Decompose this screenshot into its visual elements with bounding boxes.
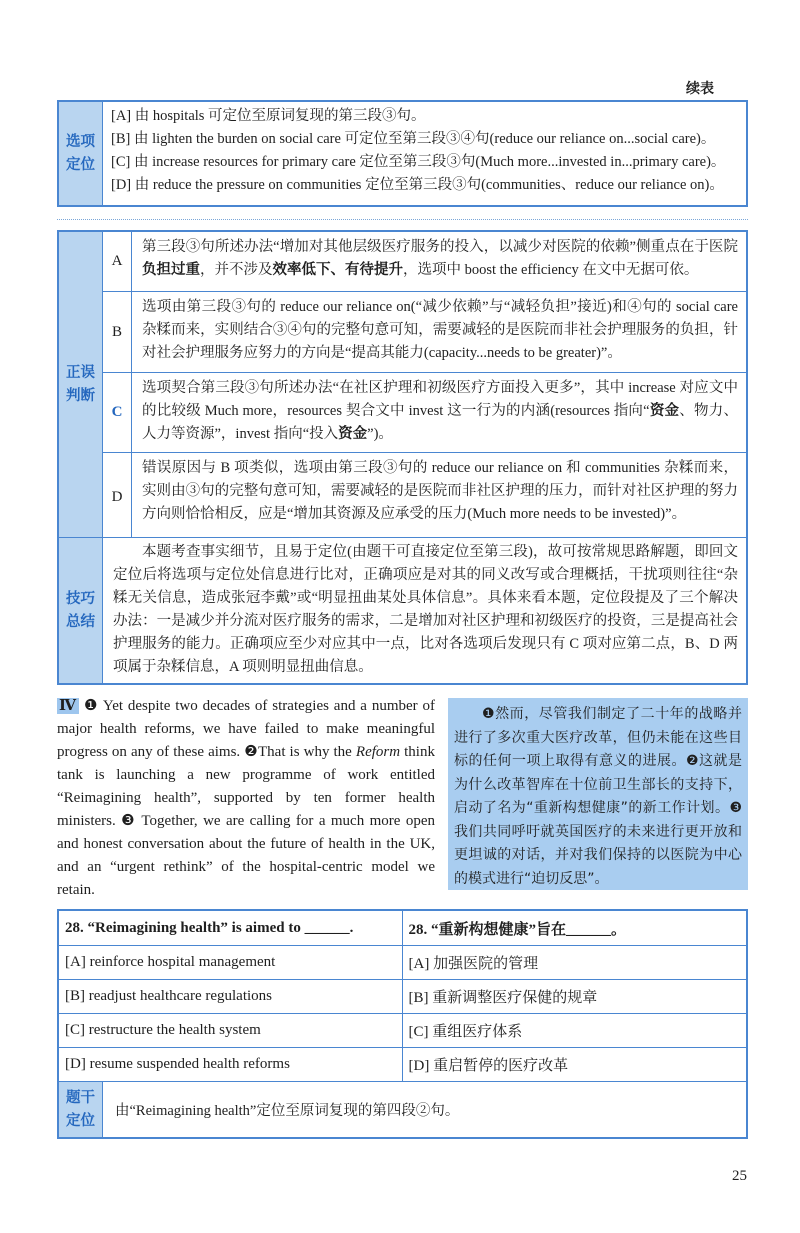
stem-location-text: 由“Reimagining health”定位至原词复现的第四段②句。 bbox=[115, 1103, 460, 1119]
continued-table-label: 续表 bbox=[686, 82, 714, 97]
label-line: 总结 bbox=[66, 613, 95, 630]
judgment-row-b bbox=[103, 292, 746, 373]
option-c-zh: [C] 重组医疗体系 bbox=[408, 1024, 523, 1040]
option-location-a: [A] 由 hospitals 可定位至原词复现的第三段③句。 bbox=[111, 108, 426, 124]
summary-text: 本题考查事实细节，且易于定位(由题干可直接定位至第三段)，故可按常规思路解题，即回文定位后将选项与定位处信息进行比对，正确项应是对其的同义改写或合理概括，干扰项则往往“杂糅无关信息，造成张冠李戴”或“明显扭曲某处具体信息”。具体来看本题，定位段提及了三个解决办法：一是减少并分流对医疗服务的需求，二是增加对社区护理和初级医疗的投资，三是提高社会护理服务的能力。正确项应至少对应其中一点，比对各选项后发现只有 C 项对应第二点，B、D 两项属于杂糅信息，A 项则明显扭曲信息。 bbox=[113, 544, 738, 675]
bold-segment: 效率低下、有待提升 bbox=[272, 262, 403, 278]
page-number: 25 bbox=[732, 1168, 747, 1184]
summary-label bbox=[59, 538, 103, 683]
option-row-b bbox=[59, 980, 746, 1014]
sentence-2-italic: Reform bbox=[355, 744, 401, 760]
text-segment: 选项契合第三段③句所述办法“在社区护理和初级医疗方面投入更多”，其中 increase 对应文中的比较级 Much more，resources 契合文中 invest 这一行为的内涵(resources 指向“ bbox=[142, 380, 738, 419]
question-stem-zh: 28. “重新构想健康”旨在______。 bbox=[408, 921, 627, 938]
label-line: 选项 bbox=[66, 133, 95, 150]
label-line: 技巧 bbox=[66, 590, 95, 607]
label-line: 定位 bbox=[66, 1112, 95, 1129]
stem-location-label bbox=[59, 1082, 103, 1137]
text-segment: 第三段③句所述办法“增加对其他层级医疗服务的投入，以减少对医院的依赖”侧重点在于医院 bbox=[142, 239, 738, 255]
option-a-en: [A] reinforce hospital management bbox=[59, 946, 403, 979]
row-text bbox=[132, 232, 746, 291]
text-segment: ”)。 bbox=[367, 426, 393, 442]
option-row-c bbox=[59, 1014, 746, 1048]
summary-box bbox=[57, 537, 748, 685]
row-text bbox=[132, 373, 746, 452]
row-letter: A bbox=[103, 232, 132, 291]
judgment-box bbox=[57, 230, 748, 538]
section-divider bbox=[57, 219, 748, 220]
bold-segment: 资金 bbox=[649, 403, 680, 419]
sentence-1: ❶ Yet despite two decades of strategies and a number of major health reforms, we have failed to make meaningful progress on any of these aims. bbox=[57, 698, 436, 760]
row-text: 错误原因与 B 项类似，选项由第三段③句的 reduce our reliance on 和 communities 杂糅而来，实则由③句的完整句意可知，需要减轻的是医院而非社区护理的压力，而针对社区护理的努力方向则恰恰相反，应是“增加其资源及应承受的压力(Much more needs to be invested)”。 bbox=[142, 460, 738, 522]
judgment-row-d bbox=[103, 453, 746, 541]
row-letter-correct: C bbox=[103, 373, 132, 452]
option-b-en: [B] readjust healthcare regulations bbox=[59, 980, 403, 1013]
text-segment: ，选项中 boost the efficiency 在文中无据可依。 bbox=[403, 262, 699, 278]
option-a-zh: [A] 加强医院的管理 bbox=[408, 956, 539, 972]
judgment-label bbox=[59, 232, 103, 538]
option-location-label bbox=[59, 102, 103, 205]
label-line: 定位 bbox=[66, 156, 95, 173]
bold-segment: 资金 bbox=[338, 426, 368, 442]
option-location-box bbox=[57, 100, 748, 207]
passage-paragraph bbox=[57, 695, 435, 902]
row-text: 选项由第三段③句的 reduce our reliance on(“减少依赖”与“减轻负担”接近)和④句的 social care 杂糅而来，实则结合③④句的完整句意可知，需要减轻的是医院而非社会护理服务的负担，针对社会护理服务应努力的方向是“提高其能力(capacity...needs to be greater)”。 bbox=[142, 299, 738, 361]
sentence-2: ❷That is why the bbox=[244, 744, 356, 760]
option-d-en: [D] resume suspended health reforms bbox=[59, 1048, 403, 1081]
translation-box bbox=[448, 698, 748, 890]
bold-segment: 负担过重 bbox=[142, 262, 200, 278]
translation-text: ❶然而，尽管我们制定了二十年的战略并进行了多次重大医疗改革，但仍未能在这些目标的任何一项上取得有意义的进展。❷这就是为什么改革智库在十位前卫生部长的支持下，启动了名为“重新构想健康”的新工作计划。❸我们共同呼吁就英国医疗的未来进行更开放和更坦诚的对话，并对我们保持的以医院为中心的模式进行“迫切反思”。 bbox=[454, 706, 742, 887]
option-location-b: [B] 由 lighten the burden on social care 可定位至第三段③④句(reduce our reliance on...social care)。 bbox=[111, 131, 716, 147]
sentence-2-rest: think tank is launching a new programme of work entitled “Reimagining health”, supported by ten former health ministers. bbox=[57, 744, 435, 829]
label-line: 判断 bbox=[66, 388, 95, 404]
question-stem-en: 28. “Reimagining health” is aimed to ______. bbox=[59, 911, 403, 945]
judgment-row-a bbox=[103, 232, 746, 292]
text-segment: ，并不涉及 bbox=[200, 262, 273, 278]
question-table bbox=[57, 909, 748, 1139]
option-b-zh: [B] 重新调整医疗保健的规章 bbox=[408, 990, 598, 1006]
stem-location-row bbox=[59, 1082, 746, 1137]
option-d-zh: [D] 重启暂停的医疗改革 bbox=[408, 1058, 569, 1074]
label-line: 题干 bbox=[66, 1089, 95, 1106]
row-letter: B bbox=[103, 292, 132, 372]
option-location-c: [C] 由 increase resources for primary care 定位至第三段③句(Much more...invested in...primary care)。 bbox=[111, 154, 726, 170]
question-stem-row bbox=[59, 911, 746, 946]
option-c-en: [C] restructure the health system bbox=[59, 1014, 403, 1047]
option-row-d bbox=[59, 1048, 746, 1082]
row-letter: D bbox=[103, 453, 132, 541]
judgment-row-c bbox=[103, 373, 746, 453]
paragraph-number: Ⅳ bbox=[59, 698, 78, 714]
sentence-3: ❸ Together, we are calling for a much more open and honest conversation about the future of health in the UK, and an “urgent rethink” of the hospital-centric model we retain. bbox=[57, 813, 436, 898]
label-line: 正误 bbox=[66, 365, 95, 381]
option-location-d: [D] 由 reduce the pressure on communities 定位至第三段③句(communities、reduce our reliance on)。 bbox=[111, 177, 724, 193]
option-row-a bbox=[59, 946, 746, 980]
text-segment: 、物力、人力等资源”，invest 指向“投入 bbox=[142, 403, 738, 442]
